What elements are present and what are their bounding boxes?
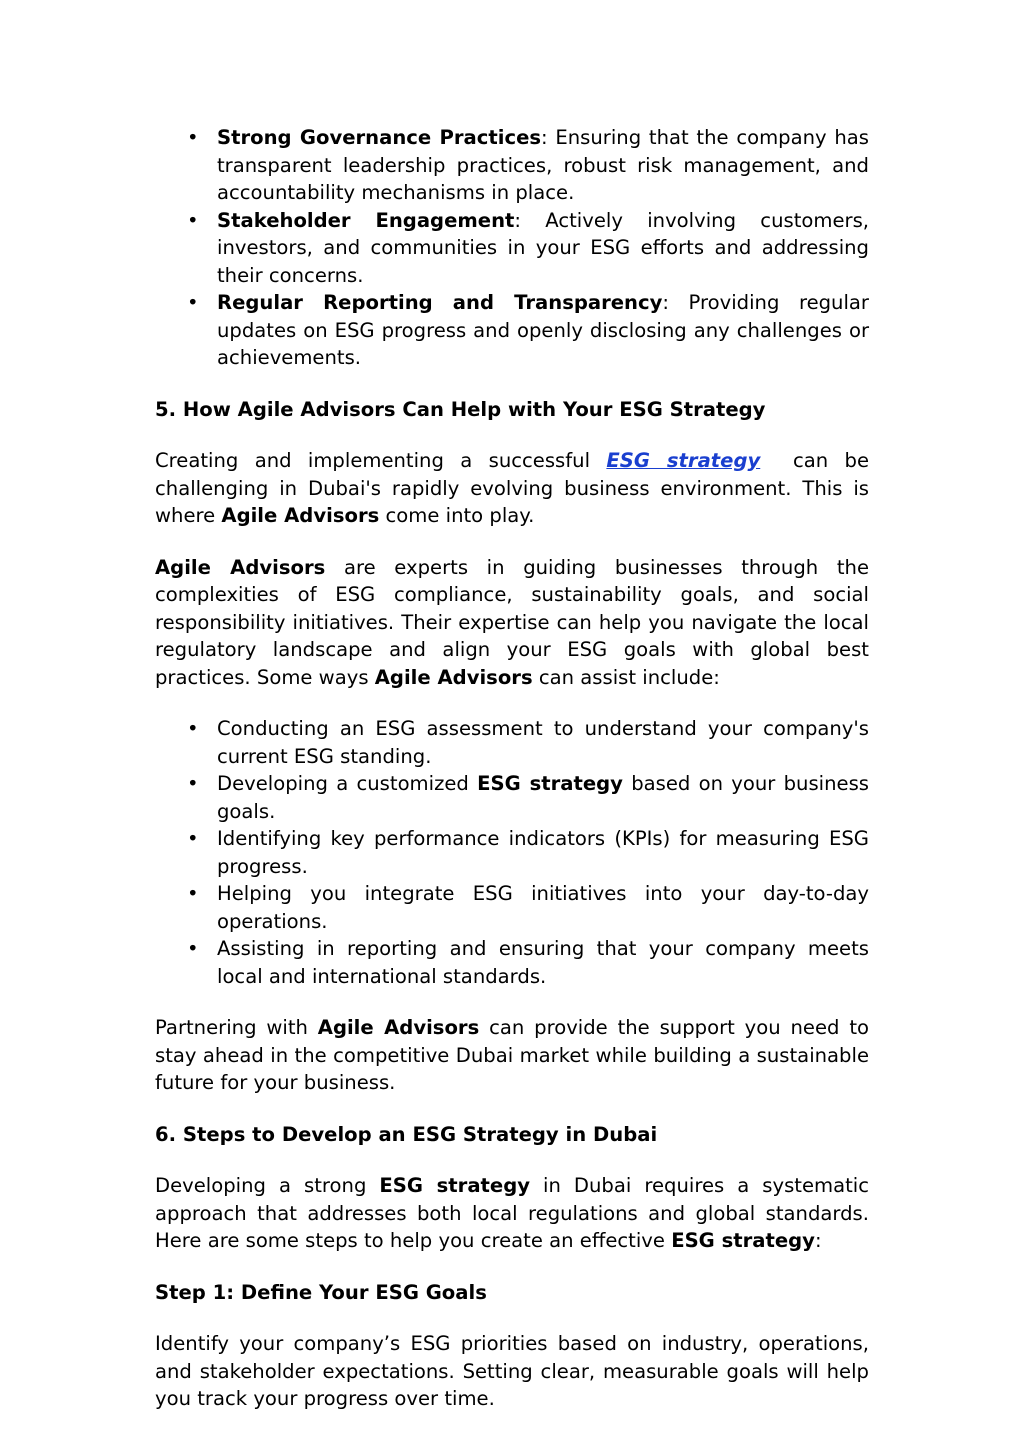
- list-item: • Assisting in reporting and ensuring that your company meets local and international standards.: [187, 937, 869, 988]
- bullet-icon: •: [187, 827, 199, 850]
- section-5-paragraph-1: Creating and implementing a successful ESG strategy can be challenging in Dubai's rapidly evolving business environment. This is where Agile Advisors come into play.: [155, 449, 876, 527]
- list-item-text: : Providing regular updates on ESG progress and openly disclosing any challenges or achievements.: [217, 291, 869, 369]
- bullet-icon: •: [187, 772, 199, 795]
- list-item: • Developing a customized ESG strategy based on your business goals.: [187, 772, 870, 823]
- list-item-bold: Strong Governance Practices: [217, 126, 542, 149]
- list-item: • Identifying key performance indicators (KPIs) for measuring ESG progress.: [187, 827, 869, 878]
- section-6-paragraph-1: Developing a strong ESG strategy in Dubai requires a systematic approach that addresses both local regulations and global standards. Here are some steps to help you create an effective ESG strategy:: [155, 1174, 870, 1252]
- bullet-icon: •: [187, 717, 199, 740]
- document-content: [155, 124, 876, 1413]
- bullet-icon: •: [187, 882, 199, 905]
- bullet-list-services: [155, 715, 869, 990]
- list-item-text: : Ensuring that the company has transparent leadership practices, robust risk management, and accountability mechanisms in place.: [217, 126, 869, 204]
- step-1-heading: Step 1: Define Your ESG Goals: [155, 1280, 487, 1304]
- list-item: • Conducting an ESG assessment to understand your company's current ESG standing.: [187, 717, 869, 768]
- list-item-text: : Actively involving customers, investors, and communities in your ESG efforts and addressing their concerns.: [217, 208, 870, 287]
- bullet-icon: •: [187, 937, 199, 960]
- list-item: [187, 289, 869, 372]
- bullet-icon: •: [187, 126, 199, 149]
- section-5-paragraph-2: Agile Advisors are experts in guiding businesses through the complexities of ESG compliance, sustainability goals, and social responsibility initiatives. Their expertise can help you navigate the local regulatory landscape and align your ESG goals with global best practices. Some ways Agile Advisors can assist include:: [155, 555, 869, 689]
- step-1-paragraph: Identify your company’s ESG priorities based on industry, operations, and stakeholder expectations. Setting clear, measurable goals will help you track your progress over time.: [155, 1332, 869, 1410]
- bullet-icon: •: [187, 208, 199, 232]
- list-item: • Helping you integrate ESG initiatives into your day-to-day operations.: [187, 882, 869, 933]
- list-item-bold: Regular Reporting and Transparency: [217, 291, 663, 314]
- esg-strategy-link[interactable]: ESG strategy: [606, 449, 761, 472]
- list-item-bold: Stakeholder Engagement: [217, 208, 515, 232]
- bullet-list-governance: [155, 124, 869, 372]
- list-item: [187, 207, 870, 290]
- bullet-icon: •: [187, 291, 199, 314]
- section-5-heading: 5. How Agile Advisors Can Help with Your ESG Strategy: [155, 397, 766, 421]
- section-5-paragraph-3: Partnering with Agile Advisors can provide the support you need to stay ahead in the competitive Dubai market while building a sustainable future for your business.: [155, 1016, 869, 1094]
- list-item: [187, 124, 869, 207]
- section-6-heading: 6. Steps to Develop an ESG Strategy in Dubai: [155, 1122, 658, 1146]
